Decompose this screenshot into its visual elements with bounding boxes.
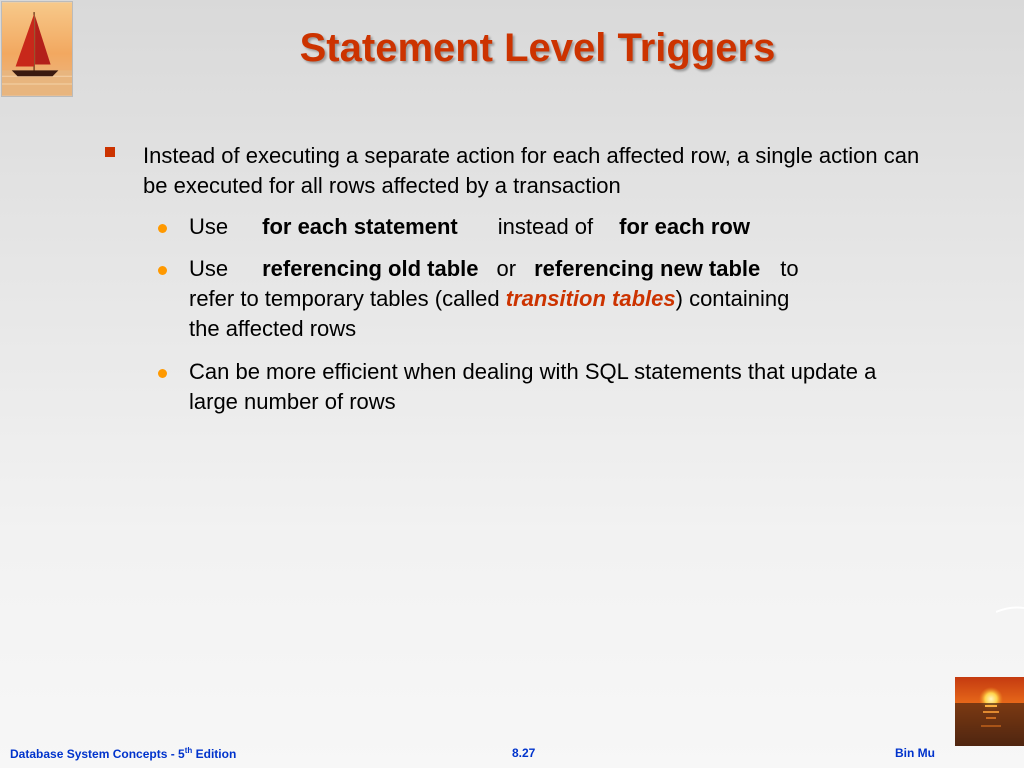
sub1-instead-of: instead of [497, 214, 594, 239]
bullet-main: Instead of executing a separate action for each affected row, a single action can be executed for all rows affected by a transaction [143, 143, 920, 198]
sub1-for-each-statement: for each statement [262, 214, 458, 239]
sub2-line2-end: ) containing [675, 286, 790, 311]
sub2-line2 [189, 284, 919, 314]
footer-author: Bin Mu [895, 746, 935, 760]
sub2-line3: the affected rows [189, 316, 357, 341]
transition-tables-emphasis: transition tables [505, 286, 676, 311]
footer-book-title [10, 746, 236, 761]
sub1-for-each-row: for each row [619, 214, 750, 239]
sub2-or: or [496, 256, 517, 281]
dot-bullet-icon [158, 369, 167, 378]
footer-left-end: Edition [192, 747, 237, 761]
footer-left-sup: th [184, 746, 193, 755]
dot-bullet-icon [158, 266, 167, 275]
footer-page-number: 8.27 [512, 746, 536, 760]
decorative-swoosh-icon [996, 606, 1024, 614]
sub2-referencing-new-table: referencing new table [534, 256, 761, 281]
sub1-use: Use [189, 214, 229, 239]
footer-left-text: Database System Concepts - 5 [10, 747, 185, 761]
sub-bullet-1 [189, 212, 919, 242]
sub2-line2-start: refer to temporary tables (called [189, 286, 506, 311]
sub2-use: Use [189, 256, 229, 281]
sub2-line1 [189, 254, 919, 284]
slide-title: Statement Level Triggers [299, 26, 776, 70]
square-bullet-icon [105, 147, 117, 159]
sub2-referencing-old-table: referencing old table [262, 256, 479, 281]
sunset-icon [955, 677, 1024, 746]
dot-bullet-icon [158, 224, 167, 233]
sunset-image [955, 677, 1024, 746]
sub-bullet-3: Can be more efficient when dealing with SQL statements that update a large number of rows [189, 359, 877, 414]
sub-bullet-2 [189, 254, 919, 344]
sub2-to: to [780, 256, 799, 281]
